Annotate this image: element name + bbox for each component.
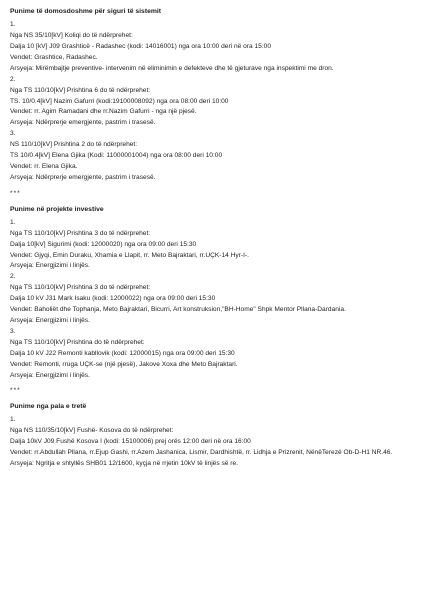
section-third-party-works [10, 403, 409, 468]
entry-source: Nga TS 110/10[kV] Prishtina 3 do të ndërprehet: [10, 284, 151, 292]
entry-reason: Arsyeja: Mirëmbajtje preventive- intervenim në eliminimin e defekteve dhe të gjeturave nga inspektimi me dron. [10, 64, 334, 72]
entry-number: 2. [10, 273, 16, 281]
entry-source: Nga TS 110/10[kV] Prishtina 3 do të ndërprehet: [10, 229, 151, 237]
entry-outlet: Dalja 10kV J09 Fushë Kosova I (kodi: 15100006) prej orës 12:00 deri në ora 16:00 [10, 438, 251, 446]
entry-reason: Arsyeja: Energjizimi i linjës. [10, 262, 90, 270]
entry-reason: Arsyeja: Energjizimi i linjës. [10, 316, 90, 324]
entry [10, 328, 409, 380]
entry-number: 3. [10, 327, 16, 335]
entry-number: 1. [10, 21, 16, 29]
section-separator: *** [10, 387, 21, 395]
section-separator: *** [10, 189, 21, 197]
entry-places: Vendet: Remonti, rruga UÇK-se (një pjesë), Jakove Xoxa dhe Meto Bajraktari. [10, 360, 238, 368]
entry-places: Vendet: rr. Elena Gjika. [10, 162, 78, 170]
entry [10, 76, 409, 128]
entry-reason: Arsyeja: Energjizimi i linjës. [10, 371, 90, 379]
section-system-safety [10, 8, 409, 182]
entry [10, 219, 409, 271]
entry-number: 1. [10, 416, 16, 424]
entry-source: Nga TS 110/10[kV] Prishtina 6 do të ndërprehet: [10, 86, 151, 94]
entry-places: Vendet: Grashtice, Radashec. [10, 53, 98, 61]
entry-reason: Arsyeja: Ngritja e shtyllës SHB01 12/1600, kyçja në rrjetin 10kV të linjës së re. [10, 460, 238, 468]
entry-number: 3. [10, 130, 16, 138]
entry [10, 21, 409, 73]
entry-outlet: TS. 10/0.4[kV] Nazim Gafurri (kodi:19100008092) nga ora 08:00 deri 10:00 [10, 97, 229, 105]
entry-outlet: Dalja 10 [kV] J09 Grashticë - Radashec (kodi: 14016001) nga ora 10:00 deri në ora 15:00 [10, 42, 271, 50]
entry-source: Nga NS 110/35/10[kV] Fushë- Kosova do të ndërprehet: [10, 427, 174, 435]
section-title: Punime nga pala e tretë [10, 403, 87, 411]
entry-number: 1. [10, 218, 16, 226]
entry-outlet: Dalja 10[kV] Sigurimi (kodi: 12000020) nga ora 09:00 deri 15:30 [10, 240, 197, 248]
entry-reason: Arsyeja: Ndërprerje emergjente, pastrim i trasesë. [10, 119, 156, 127]
entry [10, 416, 409, 468]
entry-places: Vendet: Gjyqi, Emin Duraku, Xhamia e Llapit, rr. Meto Bajraktari, rr.UÇK-14 Hyr-I-. [10, 251, 249, 259]
entry-places: Vendet: Baholiët dhe Tophanja, Meto Bajraktari, Bicurri, Art konstruksion,"BH-Home" Shpk Mentor Pllana-Dardania. [10, 306, 346, 314]
entry-reason: Arsyeja: Ndërprerje emergjente, pastrim i trasesë. [10, 173, 156, 181]
section-title: Punime të domosdoshme për siguri të sistemit [10, 8, 162, 15]
entry-outlet: TS 10/0.4[kV] Elena Gjika (Kodi: 11000001004) nga ora 08:00 deri 10:00 [10, 152, 223, 160]
entry [10, 130, 409, 182]
entry-outlet: Dalja 10 kV J31 Mark Isaku (kodi: 12000022) nga ora 09:00 deri 15:30 [10, 295, 216, 303]
entry-source: Nga NS 35/10[kV] Koliqi do të ndërprehet: [10, 32, 133, 40]
entry-places: Vendet: rr.Abdullah Pllana, rr.Ejup Gashi, rr.Azem Jashanica, Lismir, Dardhishtë, rr. Lidhja e Prizrenit, NënëTerezë Ob-D-H1 NR.46. [10, 449, 393, 457]
entry-source: Nga TS 110/10[kV] Prishtina do të ndërprehet: [10, 338, 145, 346]
entry-places: Vendet: rr. Agim Ramadani dhe rr.Nazim Gafurri - nga një pjesë. [10, 108, 197, 116]
section-investment-projects [10, 206, 409, 380]
entry-number: 2. [10, 75, 16, 83]
entry-source: NS 110/10[kV] Prishtina 2 do të ndërprehet: [10, 141, 138, 149]
entry-outlet: Dalja 10 kV J22 Remonti kabllovik (kodi: 12000015) nga ora 09:00 deri 15:30 [10, 349, 235, 357]
section-title: Punime në projekte investive [10, 205, 104, 213]
entry [10, 273, 409, 325]
